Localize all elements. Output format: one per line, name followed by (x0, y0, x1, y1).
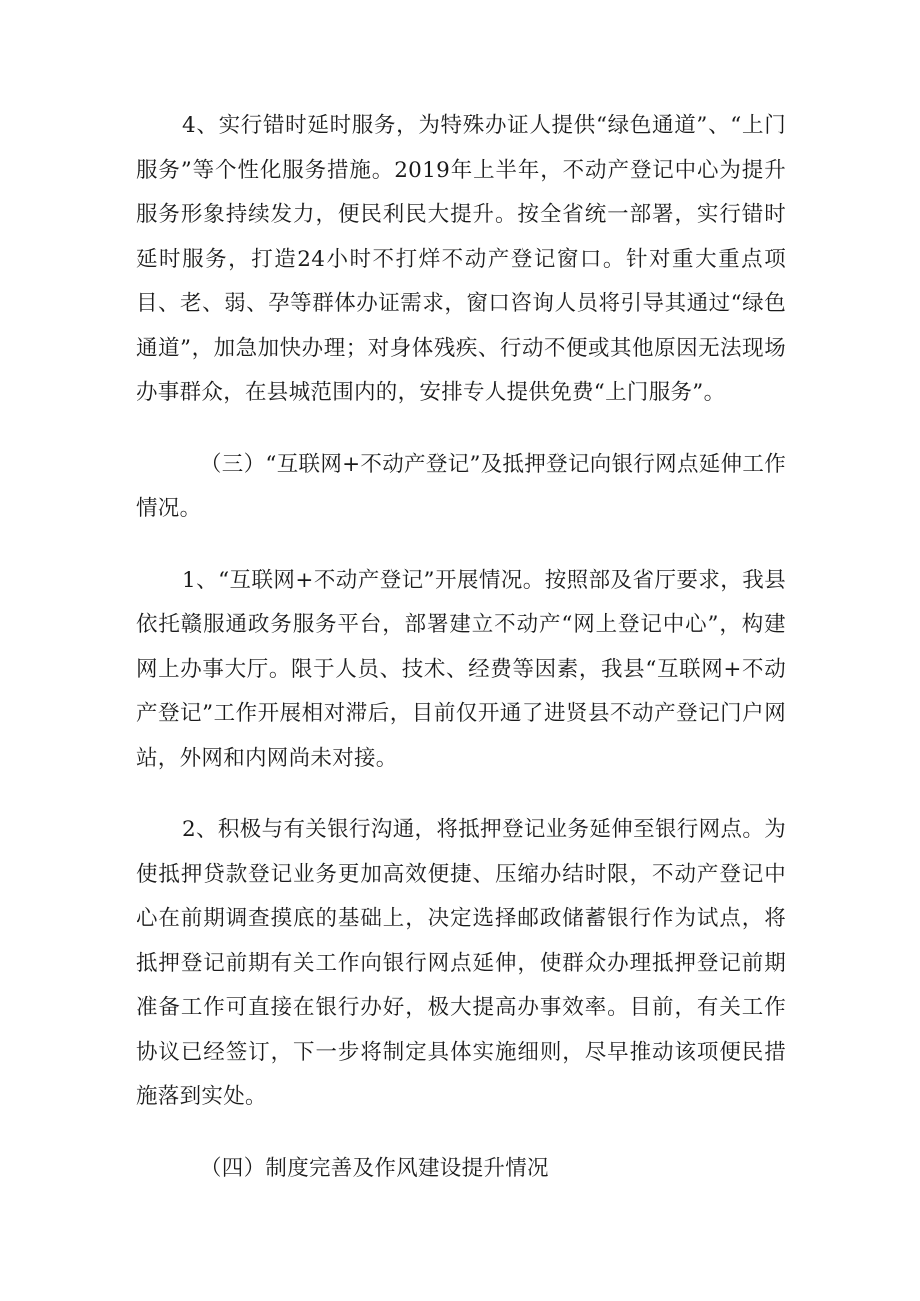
paragraph-gap (136, 781, 786, 808)
section-heading-3: （三）“互联网+不动产登记”及抵押登记向银行网点延伸工作情况。 (136, 451, 786, 521)
paragraph-gap (136, 1120, 786, 1147)
paragraph-gap (136, 416, 786, 443)
paragraph-bank-mortgage: 2、积极与有关银行沟通，将抵押登记业务延伸至银行网点。为使抵押贷款登记业务更加高效便捷、压缩办结时限，不动产登记中心在前期调查摸底的基础上，决定选择邮政储蓄银行作为试点，将抵押登记前期有关工作向银行网点延伸，使群众办理抵押登记前期准备工作可直接在银行办好，极大提高办事效率。目前，有关工作协议已经签订，下一步将制定具体实施细则，尽早推动该项便民措施落到实处。 (136, 817, 786, 1109)
section-heading-4: （四）制度完善及作风建设提升情况 (200, 1155, 549, 1181)
document-body (136, 104, 786, 1191)
paragraph-staggered-service: 4、实行错时延时服务，为特殊办证人提供“绿色通道”、“上门服务”等个性化服务措施。2019年上半年，不动产登记中心为提升服务形象持续发力，便民利民大提升。按全省统一部署，实行错时延时服务，打造24小时不打烊不动产登记窗口。针对重大重点项目、老、弱、孕等群体办证需求，窗口咨询人员将引导其通过“绿色通道”，加急加快办理；对身体残疾、行动不便或其他原因无法现场办事群众，在县城范围内的，安排专人提供免费“上门服务”。 (136, 113, 786, 405)
paragraph-internet-registration: 1、“互联网+不动产登记”开展情况。按照部及省厅要求，我县依托赣服通政务服务平台，部署建立不动产“网上登记中心”，构建网上办事大厅。限于人员、技术、经费等因素，我县“互联网+不动产登记”工作开展相对滞后，目前仅开通了进贤县不动产登记门户网站，外网和内网尚未对接。 (136, 567, 786, 771)
paragraph-gap (136, 532, 786, 559)
